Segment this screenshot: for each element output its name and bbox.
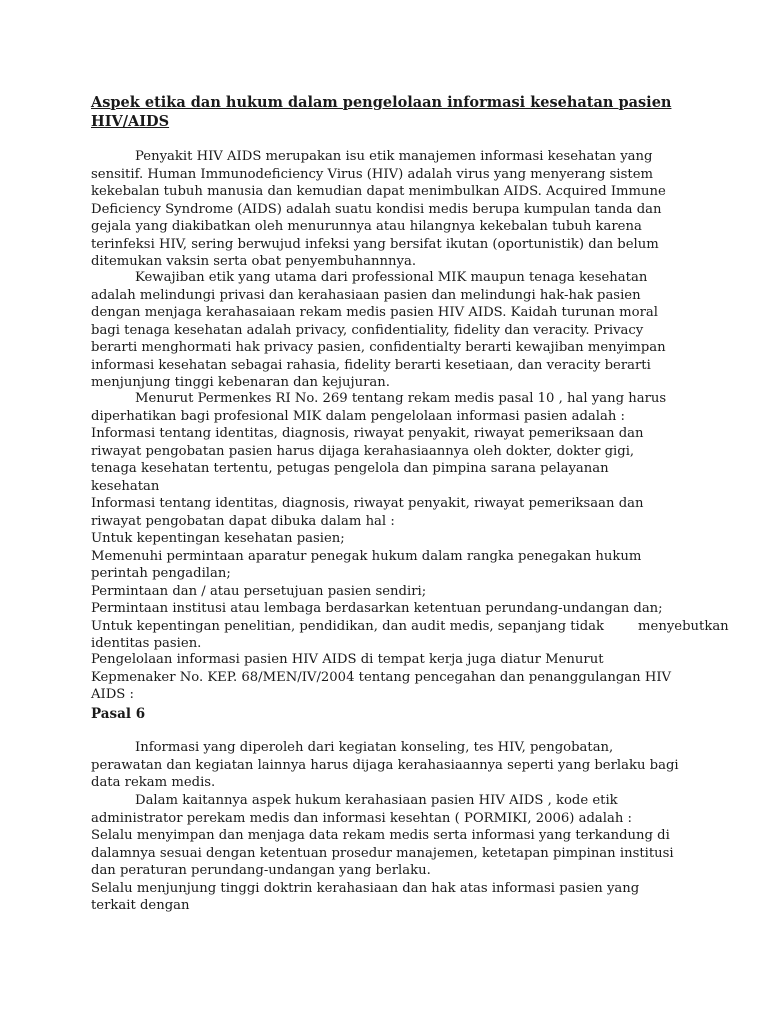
disclosure-item-5-continued: menyebutkan [638,618,729,634]
disclosure-item-4: Permintaan institusi atau lembaga berdasarkan ketentuan perundang-undangan dan; [91,601,663,616]
heading-pasal-6: Pasal 6 [91,706,146,722]
disclosure-item-3: Permintaan dan / atau persetujuan pasien sendiri; [91,583,427,599]
pormiki-item-2: Selalu menjunjung tinggi doktrin kerahasiaan dan hak atas informasi pasien yang terkait dengan [91,880,640,913]
paragraph-ethics-duty: Kewajiban etik yang utama dari professional MIK maupun tenaga kesehatan adalah melindungi privasi dan kerahasiaan pasien dan melindungi hak-hak pasien dengan menjaga kerahasaiaan rekam medis pasien HIV AIDS. Kaidah turunan moral bagi tenaga kesehatan adalah privacy, confidentiality, fidelity dan veracity. Privacy berarti menghormati hak privacy pasien, confidentialty berarti kewajiban menyimpan informasi kesehatan sebagai rahasia, fidelity berarti kesetiaan, dan veracity berarti menjunjung tinggi kebenaran dan kejujuran. [91,270,666,390]
disclosure-item-5-text: Untuk kepentingan penelitian, pendidikan, dan audit medis, sepanjang tidak [91,618,605,634]
pormiki-intro: Dalam kaitannya aspek hukum kerahasiaan pasien HIV AIDS , kode etik administrator perekam medis dan informasi kesehtan ( PORMIKI, 2006) adalah : [91,793,632,826]
disclosure-item-1: Untuk kepentingan kesehatan pasien; [91,531,345,546]
disclosure-item-2: Memenuhi permintaan aparatur penegak hukum dalam rangka penegakan hukum perintah pengadilan; [91,548,642,581]
pormiki-section [91,792,681,915]
permenkes-intro: Menurut Permenkes RI No. 269 tentang rekam medis pasal 10 , hal yang harus diperhatikan bagi profesional MIK dalam pengelolaan informasi pasien adalah : [91,391,667,424]
paragraph-kepmenaker: Pengelolaan informasi pasien HIV AIDS di tempat kerja juga diatur Menurut Kepmenaker No. KEP. 68/MEN/IV/2004 tentang pencegahan dan penanggulangan HIV AIDS : [91,652,672,702]
permenkes-item-2: Informasi tentang identitas, diagnosis, riwayat penyakit, riwayat pemeriksaan dan riwayat pengobatan dapat dibuka dalam hal : [91,496,644,529]
disclosure-item-5 [91,618,729,636]
permenkes-item-1: Informasi tentang identitas, diagnosis, riwayat penyakit, riwayat pemeriksaan dan riwayat pengobatan pasien harus dijaga kerahasiaannya oleh dokter, dokter gigi, tenaga kesehatan tertentu, petugas pengelola dan pimpina sarana pelayanan kesehatan [91,426,644,494]
paragraph-pasal-6: Informasi yang diperoleh dari kegiatan konseling, tes HIV, pengobatan, perawatan dan kegiatan lainnya harus dijaga kerahasiaannya seperti yang berlaku bagi data rekam medis. [91,740,679,790]
paragraph-hiv-intro: Penyakit HIV AIDS merupakan isu etik manajemen informasi kesehatan yang sensitif. Human Immunodeficiency Virus (HIV) adalah virus yang menyerang sistem kekebalan tubuh manusia dan kemudian dapat menimbulkan AIDS. Acquired Immune Deficiency Syndrome (AIDS) adalah suatu kondisi medis berupa kumpulan tanda dan gejala yang diakibatkan oleh menurunnya atau hilangnya kekebalan tubuh karena terinfeksi HIV, sering berwujud infeksi yang bersifat ikutan (oportunistik) dan belum ditemukan vaksin serta obat penyembuhannnya. [91,149,666,269]
document-title: Aspek etika dan hukum dalam pengelolaan informasi kesehatan pasien HIV/AIDS [91,94,672,130]
disclosure-item-5-tail: identitas pasien. [91,636,202,651]
pormiki-item-1: Selalu menyimpan dan menjaga data rekam medis serta informasi yang terkandung di dalamnya sesuai dengan ketentuan prosedur manajemen, ketetapan pimpinan institusi dan peraturan perundang-undangan yang berlaku. [91,828,674,878]
permenkes-section [91,390,729,653]
